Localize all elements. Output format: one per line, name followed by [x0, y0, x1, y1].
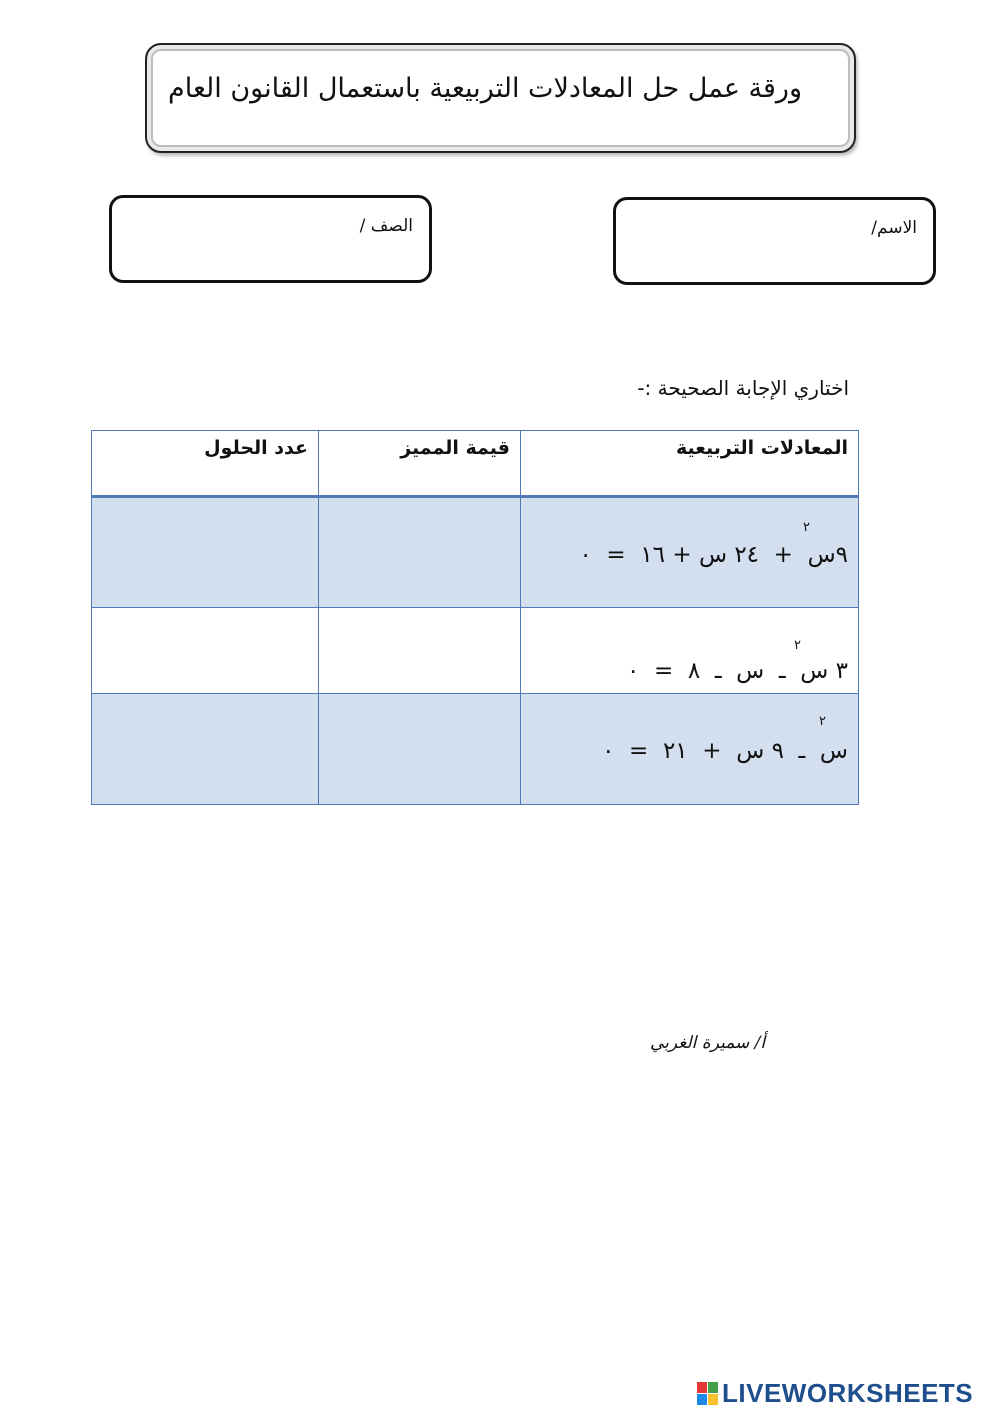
table-header-row [92, 431, 859, 497]
name-field[interactable] [613, 197, 936, 285]
worksheet-title: ورقة عمل حل المعادلات التربيعية باستعمال القانون العام [168, 73, 802, 104]
table-row [92, 497, 859, 608]
equation-exponent: ٢ [794, 638, 801, 653]
header-equation: المعادلات التربيعية [676, 437, 848, 459]
discriminant-answer-cell[interactable] [319, 694, 521, 805]
title-box [145, 43, 856, 153]
header-cell-solutions [92, 431, 319, 497]
header-cell-equation [521, 431, 859, 497]
header-discriminant: قيمة المميز [400, 437, 510, 459]
equation-exponent: ٢ [819, 714, 826, 729]
brand-name: LIVEWORKSHEETS [722, 1378, 974, 1408]
solutions-answer-cell[interactable] [92, 608, 319, 694]
brand-watermark [697, 1378, 973, 1409]
equation-exponent: ٢ [803, 520, 810, 535]
table-row [92, 608, 859, 694]
solutions-answer-cell[interactable] [92, 497, 319, 608]
name-label: الاسم/ [871, 218, 917, 238]
solutions-answer-cell[interactable] [92, 694, 319, 805]
equation-text: ٣ س ـ س ـ ٨ = ٠ [626, 658, 848, 684]
class-field[interactable] [109, 195, 432, 283]
class-label: الصف / [359, 216, 413, 236]
teacher-signature: أ/ سميرة الغربي [650, 1033, 766, 1053]
discriminant-answer-cell[interactable] [319, 497, 521, 608]
brand-logo-icon [697, 1382, 719, 1406]
header-cell-discriminant [319, 431, 521, 497]
table-row [92, 694, 859, 805]
equation-text: ٩س + ٢٤ س + ١٦ = ٠ [579, 542, 848, 568]
equation-cell [521, 694, 859, 805]
header-solutions: عدد الحلول [204, 437, 308, 459]
discriminant-answer-cell[interactable] [319, 608, 521, 694]
equation-text: س ـ ٩ س + ٢١ = ٠ [602, 738, 848, 764]
equation-cell [521, 497, 859, 608]
equation-cell [521, 608, 859, 694]
instruction-text: اختاري الإجابة الصحيحة :- [637, 376, 849, 400]
equations-table [91, 430, 859, 805]
